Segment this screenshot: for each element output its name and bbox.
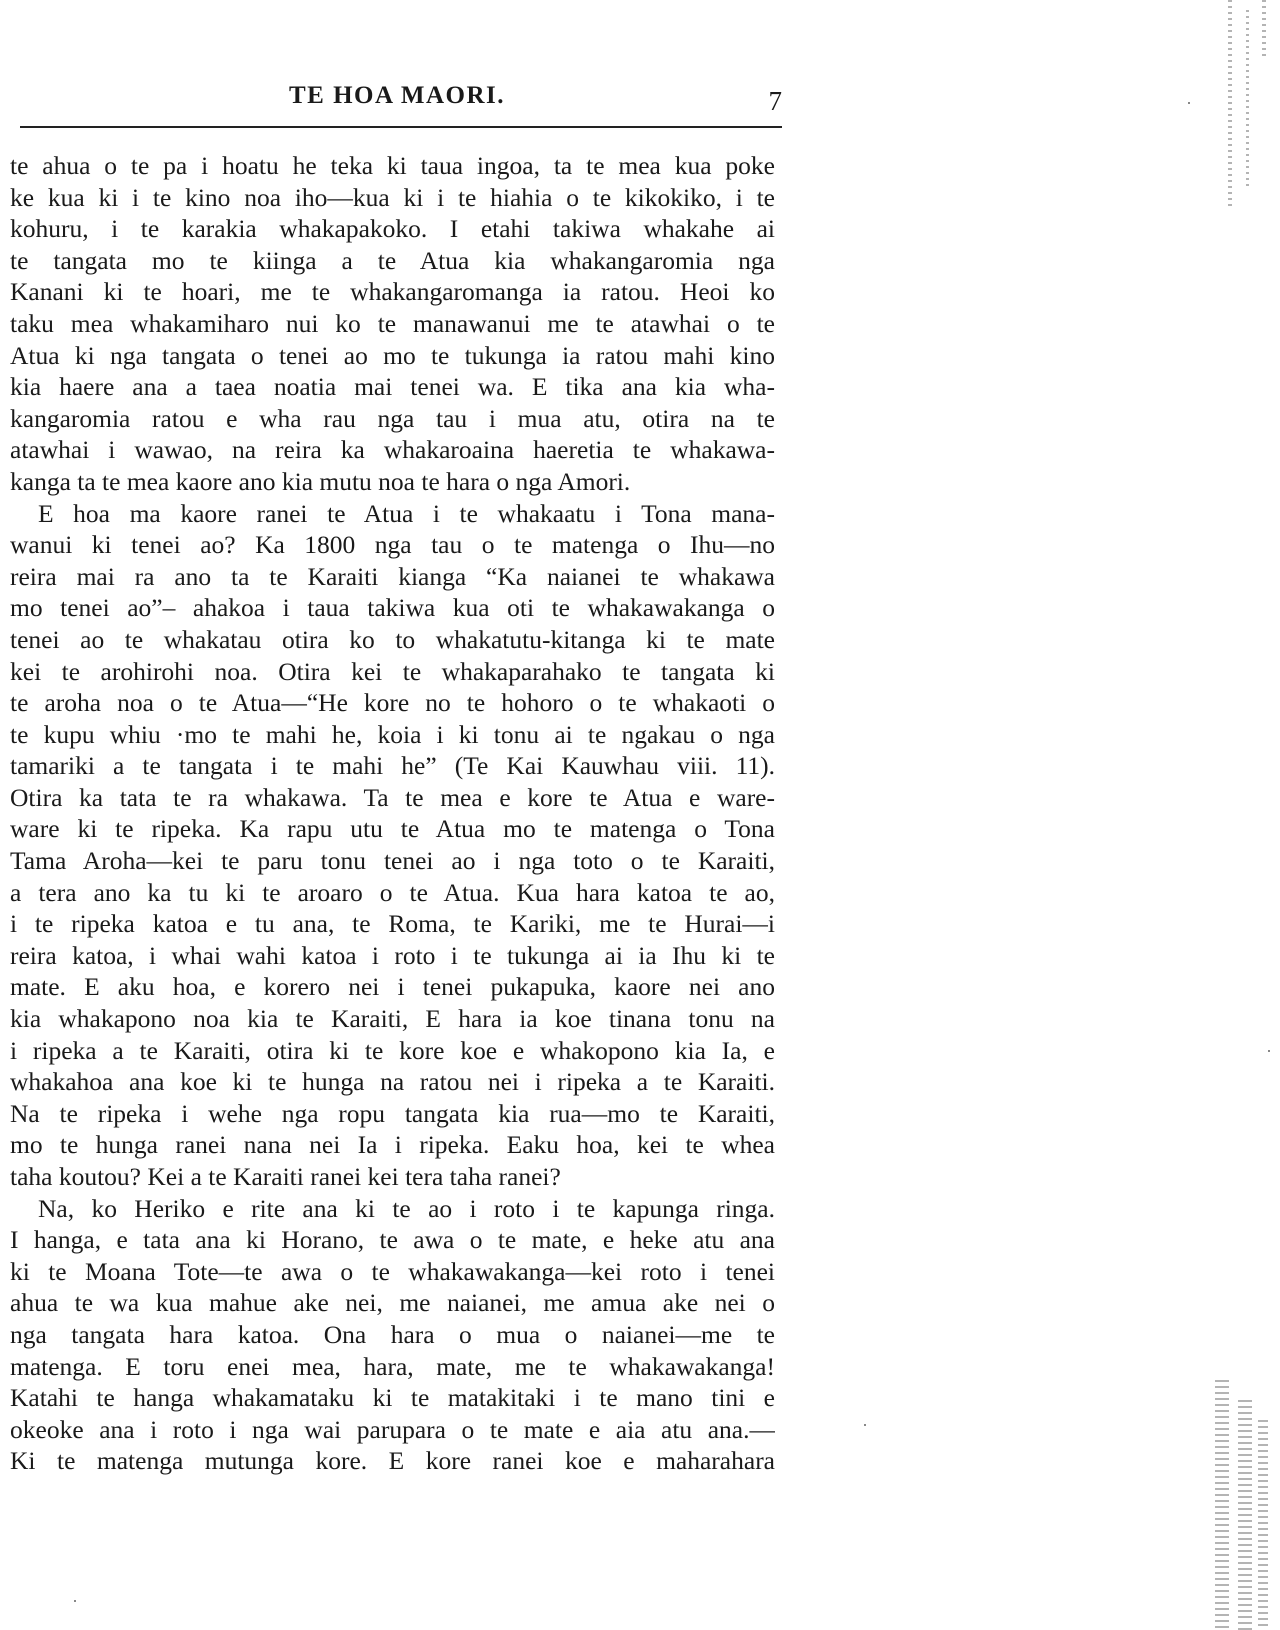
scan-speck: [1268, 1050, 1270, 1052]
scan-edge-noise: [1215, 1380, 1229, 1630]
scan-edge-noise: [1238, 1400, 1252, 1630]
text-line: te kupu whiu ·mo te mahi he, koia i ki tonu ai te ngakau o nga: [10, 719, 775, 749]
text-line: i ripeka a te Karaiti, otira ki te kore koe e whakopono kia Ia, e: [10, 1035, 775, 1065]
scan-speck: [1188, 102, 1190, 104]
text-line: i te ripeka katoa e tu ana, te Roma, te Kariki, me te Hurai—i: [10, 909, 775, 939]
text-line: taku mea whakamiharo nui ko te manawanui me te atawhai o te: [10, 308, 775, 338]
text-line: reira katoa, i whai wahi katoa i roto i te tukunga ai ia Ihu ki te: [10, 940, 775, 970]
text-line: ki te Moana Tote—te awa o te whakawakanga—kei roto i tenei: [10, 1256, 775, 1286]
body-text: [10, 150, 775, 1477]
text-line: te ahua o te pa i hoatu he teka ki taua ingoa, ta te mea kua poke: [10, 151, 775, 180]
text-line: kangaromia ratou e wha rau nga tau i mua atu, otira na te: [10, 403, 775, 433]
scan-edge-noise: [1228, 0, 1232, 210]
text-line: I hanga, e tata ana ki Horano, te awa o te mate, e heke atu ana: [10, 1225, 775, 1255]
text-line: nga tangata hara katoa. Ona hara o mua o naianei—me te: [10, 1319, 775, 1349]
text-line: a tera ano ka tu ki te aroaro o te Atua. Kua hara katoa te ao,: [10, 877, 775, 907]
text-line: Tama Aroha—kei te paru tonu tenei ao i nga toto o te Karaiti,: [10, 846, 775, 876]
header-rule: [20, 126, 782, 128]
scan-edge-noise: [1258, 1420, 1268, 1630]
scan-speck: [864, 1424, 866, 1426]
text-line: mate. E aku hoa, e korero nei i tenei pukapuka, kaore nei ano: [10, 972, 775, 1002]
text-line: kei te arohirohi noa. Otira kei te whakaparahako te tangata ki: [10, 656, 775, 686]
scan-edge-noise: [1246, 10, 1249, 190]
text-line: mo te hunga ranei nana nei Ia i ripeka. Eaku hoa, kei te whea: [10, 1130, 775, 1160]
text-line: kanga ta te mea kaore ano kia mutu noa te hara o nga Amori.: [10, 466, 631, 496]
text-line: Kanani ki te hoari, me te whakangaromanga ia ratou. Heoi ko: [10, 277, 775, 307]
text-line: whakahoa ana koe ki te hunga na ratou nei i ripeka a te Karaiti.: [10, 1067, 775, 1097]
text-line: matenga. E toru enei mea, hara, mate, me te whakawakanga!: [10, 1351, 775, 1381]
page-number: 7: [768, 86, 782, 116]
scan-speck: [74, 1600, 76, 1602]
text-line: ware ki te ripeka. Ka rapu utu te Atua mo te matenga o Tona: [10, 814, 775, 844]
scan-edge-noise: [1262, 0, 1266, 60]
running-title: TE HOA MAORI.: [288, 82, 506, 109]
page-header: [12, 78, 782, 122]
text-line: ahua te wa kua mahue ake nei, me naianei, me amua ake nei o: [10, 1288, 775, 1318]
text-line: ke kua ki i te kino noa iho—kua ki i te hiahia o te kikokiko, i te: [10, 182, 775, 212]
text-line: Na te ripeka i wehe nga ropu tangata kia rua—mo te Karaiti,: [10, 1098, 775, 1128]
text-line: reira mai ra ano ta te Karaiti kianga “Ka naianei te whakawa: [10, 561, 775, 591]
text-line: tenei ao te whakatau otira ko to whakatutu-kitanga ki te mate: [10, 624, 775, 654]
text-line: Ki te matenga mutunga kore. E kore ranei koe e maharahara: [10, 1446, 775, 1476]
text-line: taha koutou? Kei a te Karaiti ranei kei tera taha ranei?: [10, 1162, 561, 1191]
text-line: kia whakapono noa kia te Karaiti, E hara ia koe tinana tonu na: [10, 1004, 775, 1034]
text-line: Na, ko Heriko e rite ana ki te ao i roto i te kapunga ringa.: [38, 1193, 775, 1223]
text-line: E hoa ma kaore ranei te Atua i te whakaatu i Tona mana-: [38, 498, 775, 528]
text-line: atawhai i wawao, na reira ka whakaroaina haeretia te whakawa-: [10, 435, 775, 465]
text-line: wanui ki tenei ao? Ka 1800 nga tau o te matenga o Ihu—no: [10, 530, 775, 560]
text-line: Katahi te hanga whakamataku ki te matakitaki i te mano tini e: [10, 1383, 775, 1413]
text-line: Otira ka tata te ra whakawa. Ta te mea e kore te Atua e ware-: [10, 782, 775, 812]
text-line: mo tenei ao”– ahakoa i taua takiwa kua oti te whakawakanga o: [10, 593, 775, 623]
text-line: tamariki a te tangata i te mahi he” (Te Kai Kauwhau viii. 11).: [10, 751, 775, 781]
text-line: kia haere ana a taea noatia mai tenei wa. E tika ana kia wha-: [10, 372, 775, 402]
text-line: kohuru, i te karakia whakapakoko. I etahi takiwa whakahe ai: [10, 214, 775, 244]
text-line: okeoke ana i roto i nga wai parupara o te mate e aia atu ana.—: [10, 1414, 775, 1444]
text-line: te aroha noa o te Atua—“He kore no te hohoro o te whakaoti o: [10, 688, 775, 718]
text-line: Atua ki nga tangata o tenei ao mo te tukunga ia ratou mahi kino: [10, 340, 775, 370]
text-line: te tangata mo te kiinga a te Atua kia whakangaromia nga: [10, 245, 775, 275]
